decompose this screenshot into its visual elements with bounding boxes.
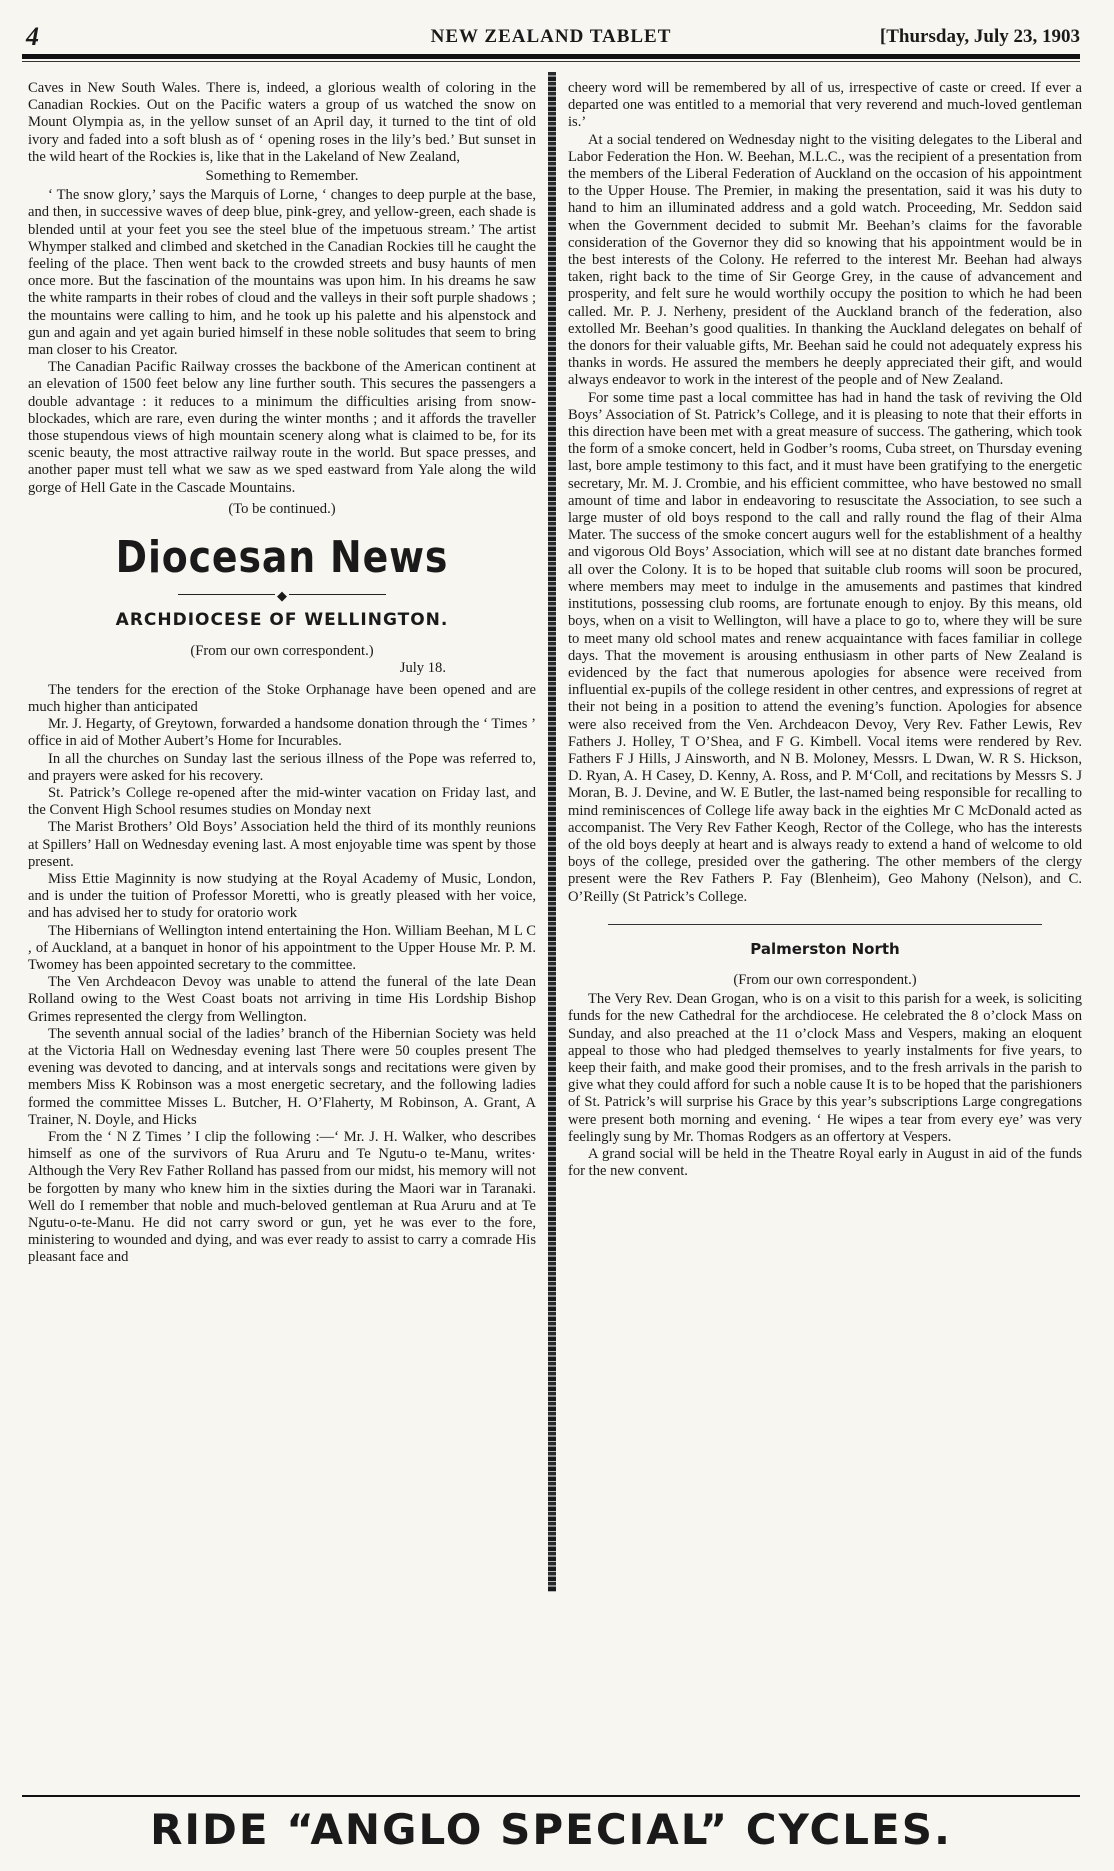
- news-item: The Very Rev. Dean Grogan, who is on a visit to this parish for a week, is soliciting funds for the new Cathedral for the archdiocese. He celebrated the 8 o’clock Mass on Sunday, and also preached at the 11 o’clock Mass and Vespers, making an eloquent appeal to those who had pledged themselves to yearly instalments for five years, to keep their faith, and make good their promises, and to the fresh arrivals in the parish to give what they could afford for such a noble cause It is to be hoped that the parishioners of St. Patrick’s will surprise his Grace by this year’s subscriptions Large congregations were present both morning and evening. ‘ He wipes a tear from every eye’ was very feelingly sung by Mr. Thomas Rodgers as an offertory at Vespers.: [568, 991, 1083, 1145]
- news-item: A grand social will be held in the Theatre Royal early in August in aid of the funds for the new convent.: [568, 1145, 1082, 1180]
- news-item: The Ven Archdeacon Devoy was unable to attend the funeral of the late Dean Rolland owing to the West Coast boats not arriving in time His Lordship Bishop Grimes represented the clergy from Wellington.: [28, 974, 536, 1025]
- left-column: [28, 80, 536, 1267]
- news-item: The tenders for the erection of the Stoke Orphanage have been opened and are much higher than anticipated: [28, 681, 536, 715]
- news-item: In all the churches on Sunday last the serious illness of the Pope was referred to, and prayers were asked for his recovery.: [28, 750, 536, 784]
- issue-date: [Thursday, July 23, 1903: [879, 26, 1080, 47]
- subsection-title: Palmerston North: [750, 939, 900, 958]
- continued-note: (To be continued.): [228, 500, 336, 517]
- news-item: For some time past a local committee has had in hand the task of reviving the Old Boys’ Association of St. Patrick’s College, and it is pleasing to note that their efforts in this direction have been met with a great measure of success. The gathering, which took the form of a smoke concert, held in Godber’s rooms, Cuba street, on Thursday evening last, bore ample testimony to this fact, and it must have been gratifying to the energetic secretary, Mr. M. J. Crombie, and his efficient committee, who have bestowed no small amount of time and labor in endeavoring to resuscitate the Association, to see such a large muster of old boys respond to the call and rally round the flag of their Alma Mater. The success of the smoke concert augurs well for the establishment of a healthy and vigorous Old Boys’ Association, which will see at no distant date branches formed all over the Colony. It is to be hoped that suitable club rooms will soon be procured, where members may meet to indulge in the amusements and pastimes that kindred institutions, possessing club rooms, are fortunate enough to enjoy. By this means, old boys, when on a visit to Wellington, will have a place to go to, where they will be sure to meet many old school mates and renew acquaintance with faces familiar in college days. That the movement is arousing enthusiasm in other parts of New Zealand is evidenced by the fact that numerous apologies for absence were received from influential ex-pupils of the college resident in other centres, and expressions of regret at their not being in a position to attend the evening’s function. Apologies for absence were also received from the Ven. Archdeacon Devoy, Very Rev. Father Lewis, Rev Fathers J. Holley, T O’Shea, and F G. Kimbell. Vocal items were rendered by Rev. Fathers F J Hills, J Ainsworth, and N B. Moloney, Messrs. L Dwan, W. R S. Hickson, D. Ryan, A. H Casey, D. Kenny, A. Ross, and P. M‘Coll, and recitations by Messrs S. J Moran, B. J. Devine, and W. E Butler, the last-named being responsible for recalling to mind reminiscences of College life away back in the eighties Mr C McDonald acted as accompanist. The Very Rev Father Keogh, Rector of the College, who has the interests of the old boys deeply at heart and is always ready to extend a hand of welcome to old boys of the college, presided over the gathering. The other members of the clergy present were the Rev Fathers P. Fay (Blenheim), Geo Mahony (Nelson), and C. O’Reilly (St Patrick’s College.: [568, 389, 1082, 905]
- right-column: [568, 80, 1082, 1180]
- header-rule-thin: [22, 61, 1080, 62]
- article-paragraph: ‘ The snow glory,’ says the Marquis of Lorne, ‘ changes to deep purple at the base, and then, in successive waves of deep blue, pink-grey, and yellow-green, each shade is blended until at your feet you see the steel blue of the impetuous stream.’ The artist Whymper stalked and climbed and sketched in the Canadian Rockies till he caught the feeling of the place. Then went back to the crowded streets and busy haunts of men once more. But the fascination of the mountains was upon him. In his dreams he saw the white ramparts in their robes of cloud and the valleys in their soft purple shadows ; the mountains were calling to him, and he took up his palette and his alpenstock and gun and again and yet again buried himself in these noble solitudes that seem to bring man closer to his Creator.: [28, 187, 536, 359]
- article-subheading: Something to Remember.: [205, 168, 359, 185]
- news-item: From the ‘ N Z Times ’ I clip the following :—‘ Mr. J. H. Walker, who describes himself as one of the survivors of Rua Aruru and Te Ngutu-o te-Manu, writes· Although the Very Rev Father Rolland has passed from our midst, his memory will not be forgotten by many who knew him in the sixties during the Maori war in Taranaki. Well do I remember that noble and much-beloved gentleman at Rua Aruru and at Te Ngutu-o-te-Manu. He did not carry sword or gun, yet he was ever to the fore, ministering to wounded and dying, and was ever ready to assist to carry a comrade His pleasant face and: [28, 1128, 536, 1266]
- news-item: The Hibernians of Wellington intend entertaining the Hon. William Beehan, M L C , of Auckland, at a banquet in honor of his appointment to the Upper House Mr. P. M. Twomey has been appointed secretary to the committee.: [28, 922, 536, 973]
- news-item: The seventh annual social of the ladies’ branch of the Hibernian Society was held at the Victoria Hall on Wednesday evening last There were 50 couples present The evening was devoted to dancing, and at intervals songs and recitations were given by members Miss K Robinson was a most energetic secretary, and the following ladies formed the committee Misses L. Butcher, H. O’Flaherty, M Robinson, A. Grant, A Trainer, N. Doyle, and Hicks: [28, 1025, 536, 1128]
- header-rule: [22, 54, 1080, 59]
- page-header: [22, 20, 1080, 50]
- newspaper-title: NEW ZEALAND TABLET: [430, 26, 672, 47]
- news-item: Mr. J. Hegarty, of Greytown, forwarded a handsome donation through the ‘ Times ’ office in aid of Mother Aubert’s Home for Incurables.: [28, 716, 536, 750]
- news-item: Miss Ettie Maginnity is now studying at the Royal Academy of Music, London, and is under the tuition of Professor Moretti, who is greatly pleased with her voice, and has advised her to study for oratorio work: [28, 870, 536, 922]
- article-paragraph: The Canadian Pacific Railway crosses the backbone of the American continent at an elevation of 1500 feet below any line further south. This secures the passengers a double advantage : it reduces to a minimum the difficulties arising from snow-blockades, which are rare, even during the winter months ; and it affords the traveller those stupendous views of high mountain scenery along what is claimed to be, for its scenic beauty, the most attractive railway route in the world. But space presses, and another paper must tell what we saw as we sped eastward from Yale along the wild gorge of Hell Gate in the Cascade Mountains.: [28, 359, 536, 496]
- correspondent-line: (From our own correspondent.): [190, 643, 374, 660]
- news-item: cheery word will be remembered by all of us, irrespective of caste or creed. If ever a departed one was entitled to a memorial that very reverend and much-loved gentleman is.’: [568, 80, 1082, 131]
- news-item: The Marist Brothers’ Old Boys’ Association held the third of its monthly reunions at Spillers’ Hall on Wednesday evening last. A most enjoyable time was spent by those present.: [28, 819, 536, 870]
- footer-rule: [22, 1795, 1080, 1797]
- section-title: Diocesan News: [115, 532, 449, 584]
- section-separator: [608, 924, 1042, 925]
- dateline: July 18.: [399, 660, 446, 677]
- title-ornament: [28, 588, 536, 602]
- diamond-icon: ◆: [277, 588, 287, 604]
- article-paragraph: Caves in New South Wales. There is, indeed, a glorious wealth of coloring in the Canadian Rockies. Out on the Pacific waters a group of us watched the snow on Mount Olympia as, in the yellow sunset of an April day, it turned to the tint of old ivory and faded into a soft blush as of ‘ opening roses in the lily’s bed.’ But sunset in the wild heart of the Rockies is, like that in the Lakeland of New Zealand,: [28, 80, 536, 165]
- page-number: 4: [26, 22, 39, 51]
- footer-advertisement: RIDE “ANGLO SPECIAL” CYCLES.: [150, 1805, 952, 1854]
- section-subtitle: ARCHDIOCESE OF WELLINGTON.: [115, 610, 449, 631]
- news-item: At a social tendered on Wednesday night to the visiting delegates to the Liberal and Labor Federation the Hon. W. Beehan, M.L.C., was the recipient of a presentation from the members of the Liberal Federation of Auckland on the occasion of his appointment to the Upper House. The Premier, in making the presentation, said it was his duty to hand to him an illuminated address and a gold watch. Proceeding, Mr. Seddon said when the Government decided to submit Mr. Beehan’s claims for the favorable consideration of the Governor they did so knowing that his appointment would be in the best interests of the Colony. He referred to the interest Mr. Beehan had always taken, right back to the time of Sir George Grey, in the cause of advancement and prosperity, and felt sure he would worthily occupy the position to which he had been called. Mr. P. J. Nerheny, president of the Auckland branch of the federation, also extolled Mr. Beehan’s good qualities. In thanking the Auckland delegates on behalf of the donors for their valuable gifts, Mr. Beehan said he could not adequately express his thanks in words. He assured the members he deeply appreciated their gift, and would always endeavor to work in the interest of the people and of New Zealand.: [568, 131, 1082, 389]
- news-item: St. Patrick’s College re-opened after the mid-winter vacation on Friday last, and the Convent High School resumes studies on Monday next: [28, 784, 536, 819]
- correspondent-line: (From our own correspondent.): [733, 971, 917, 988]
- column-divider: [548, 72, 556, 1592]
